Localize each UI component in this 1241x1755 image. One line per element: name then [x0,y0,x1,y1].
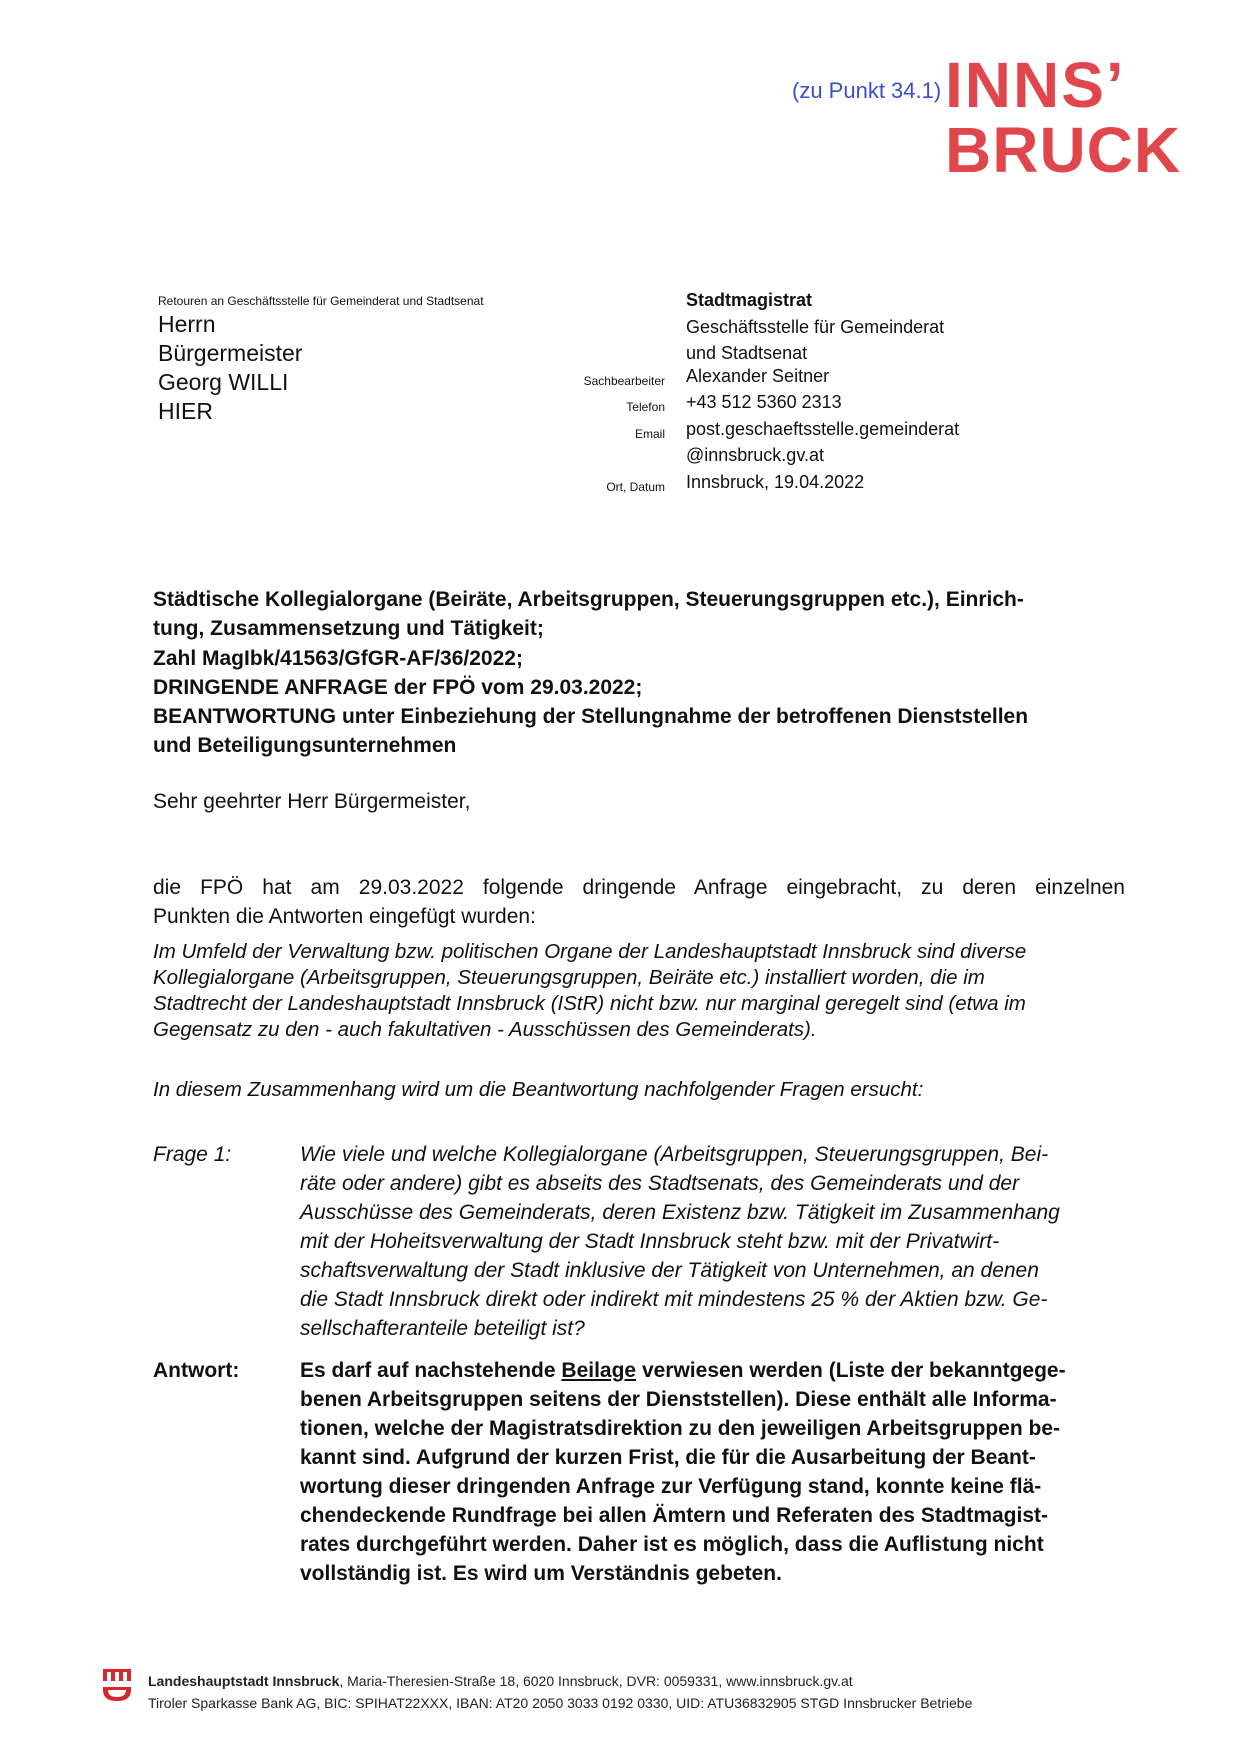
subject-line: DRINGENDE ANFRAGE der FPÖ vom 29.03.2022; [153,675,643,699]
field-value-ort-datum: Innsbruck, 19.04.2022 [686,472,865,492]
field-value-email: post.geschaeftsstelle.gemeinderat [686,419,960,439]
beilage-link[interactable]: Beilage [561,1359,637,1382]
recipient-line: Bürgermeister [158,340,303,366]
answer-line: chendeckende Rundfrage bei allen Ämtern und Referaten des Stadtmagist- [300,1504,1048,1527]
subject-block [153,585,1113,761]
footer [148,1670,972,1714]
footer-bank-line: Tiroler Sparkasse Bank AG, BIC: SPIHAT22XXX, IBAN: AT20 2050 3033 0192 0330, UID: ATU36832905 STGD Innsbrucker Betriebe [148,1695,973,1711]
answer-line: wortung dieser dringenden Anfrage zur Verfügung stand, konnte keine flä- [300,1475,1042,1498]
answer-line: kannt sind. Aufgrund der kurzen Frist, die für die Ausarbeitung der Beant- [300,1446,1036,1469]
request-text: In diesem Zusammenhang wird um die Beantwortung nachfolgender Fragen ersucht: [153,1078,924,1101]
recipient-line: Herrn [158,311,216,337]
field-label-telefon: Telefon [626,400,665,414]
subject-line: Städtische Kollegialorgane (Beiräte, Arbeitsgruppen, Steuerungsgruppen etc.), Einrich- [153,588,1024,611]
field-label-email: Email [634,427,665,441]
city-crest-icon [102,1668,132,1702]
svg-text:INNS’: INNS’ [945,52,1126,121]
recipient-line: HIER [158,398,213,424]
question-body [300,1140,1140,1343]
sender-org: Stadtmagistrat [686,290,813,310]
question-line: die Stadt Innsbruck direkt oder indirekt mit mindestens 25 % der Aktien bzw. Ge- [300,1288,1048,1311]
field-label-ort-datum: Ort, Datum [606,480,665,494]
field-value-email-domain: @innsbruck.gv.at [686,445,824,465]
innsbruck-logo [945,52,1190,177]
sender-org-block [686,287,944,367]
sender-dept-line: und Stadtsenat [686,343,808,363]
context-line: Gegensatz zu den - auch fakultativen - Ausschüssen des Gemeinderats). [153,1018,817,1041]
recipient-address [158,310,302,426]
subject-line: und Beteiligungsunternehmen [153,734,457,758]
intro-line: Punkten die Antworten eingefügt wurden: [153,905,536,928]
question-line: Wie viele und welche Kollegialorgane (Arbeitsgruppen, Steuerungsgruppen, Bei- [300,1143,1049,1166]
field-value-sachbearbeiter: Alexander Seitner [686,366,830,386]
subject-line: tung, Zusammensetzung und Tätigkeit; [153,617,544,641]
answer-line: vollständig ist. Es wird um Verständnis gebeten. [300,1562,782,1585]
recipient-line: Georg WILLI [158,369,289,395]
context-paragraph [153,939,1133,1043]
return-note: Retouren an Geschäftsstelle für Gemeinderat und Stadtsenat [158,294,484,308]
context-line: Im Umfeld der Verwaltung bzw. politischen Organe der Landeshauptstadt Innsbruck sind diverse [153,940,1027,963]
footer-line [148,1670,972,1692]
answer-text: verwiesen werden (Liste der bekanntgege- [636,1359,1066,1382]
answer-line: benen Arbeitsgruppen seitens der Dienststellen). Diese enthält alle Informa- [300,1388,1057,1411]
salutation: Sehr geehrter Herr Bürgermeister, [153,790,471,813]
subject-line: Zahl MagIbk/41563/GfGR-AF/36/2022; [153,646,523,670]
question-line: Ausschüsse des Gemeinderats, deren Existenz bzw. Tätigkeit im Zusammenhang [300,1201,1060,1224]
context-line: Stadtrecht der Landeshauptstadt Innsbruck (IStR) nicht bzw. nur marginal geregelt sind (etwa im [153,992,1026,1015]
footer-address: , Maria-Theresien-Straße 18, 6020 Innsbruck, DVR: 0059331, www.innsbruck.gv.at [339,1673,853,1689]
field-value-telefon: +43 512 5360 2313 [686,392,842,412]
subject-line: BEANTWORTUNG unter Einbeziehung der Stellungnahme der betroffenen Dienststellen [153,705,1029,729]
answer-line [300,1356,1140,1385]
footer-org: Landeshauptstadt Innsbruck [148,1673,340,1689]
question-line: räte oder andere) gibt es abseits des Stadtsenats, des Gemeinderats und der [300,1172,1020,1195]
question-line: schaftsverwaltung der Stadt inklusive der Tätigkeit von Unternehmen, an denen [300,1259,1039,1282]
reference-note: (zu Punkt 34.1) [792,78,942,103]
answer-body [300,1356,1140,1588]
field-label-sachbearbeiter: Sachbearbeiter [583,374,665,388]
answer-line: rates durchgeführt werden. Daher ist es möglich, dass die Auflistung nicht [300,1533,1044,1556]
question-line: mit der Hoheitsverwaltung der Stadt Innsbruck steht bzw. mit der Privatwirt- [300,1230,1000,1253]
context-line: Kollegialorgane (Arbeitsgruppen, Steuerungsgruppen, Beiräte etc.) installiert worden, die im [153,966,985,989]
answer-text: Es darf auf nachstehende [300,1359,562,1382]
answer-label: Antwort: [153,1359,240,1382]
intro-line: die FPÖ hat am 29.03.2022 folgende dringende Anfrage eingebracht, zu deren einzelnen [153,876,1125,899]
question-label: Frage 1: [153,1143,232,1166]
intro-paragraph [153,873,1125,931]
sender-dept-line: Geschäftsstelle für Gemeinderat [686,316,945,337]
question-line: sellschafteranteile beteiligt ist? [300,1317,585,1340]
answer-line: tionen, welche der Magistratsdirektion zu den jeweiligen Arbeitsgruppen be- [300,1417,1061,1440]
svg-text:BRUCK: BRUCK [945,114,1182,177]
